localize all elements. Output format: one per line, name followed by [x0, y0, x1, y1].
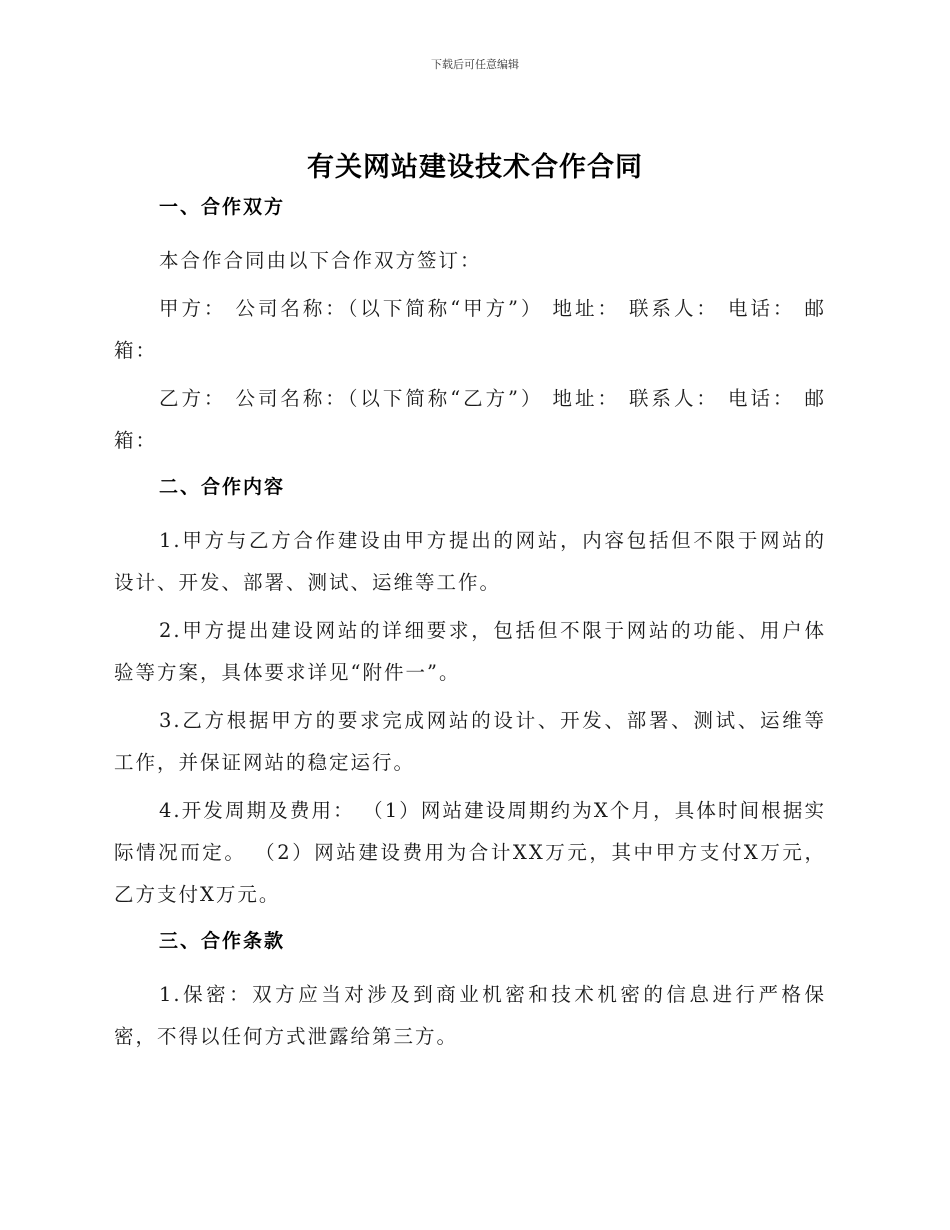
party-a-info: 甲方： 公司名称：（以下简称“甲方”） 地址： 联系人： 电话： 邮箱：	[114, 297, 826, 362]
document-body	[114, 192, 826, 1064]
section-heading-parties: 一、合作双方	[159, 196, 286, 218]
party-b-info: 乙方： 公司名称：（以下简称“乙方”） 地址： 联系人： 电话： 邮箱：	[114, 387, 826, 452]
terms-item-1: 1.保密：双方应当对涉及到商业机密和技术机密的信息进行严格保密，不得以任何方式泄露给第三方。	[114, 983, 826, 1048]
content-item-2: 2.甲方提出建设网站的详细要求，包括但不限于网站的功能、用户体验等方案，具体要求详见“附件一”。	[114, 619, 826, 684]
section-heading-terms: 三、合作条款	[159, 930, 286, 952]
section-heading-content: 二、合作内容	[159, 476, 286, 498]
parties-intro: 本合作合同由以下合作双方签订：	[159, 249, 482, 272]
document-title: 有关网站建设技术合作合同	[307, 152, 643, 183]
content-item-1: 1.甲方与乙方合作建设由甲方提出的网站，内容包括但不限于网站的设计、开发、部署、测试、运维等工作。	[114, 529, 826, 594]
content-item-4: 4.开发周期及费用： （1）网站建设周期约为X个月，具体时间根据实际情况而定。 （2）网站建设费用为合计XX万元，其中甲方支付X万元，乙方支付X万元。	[114, 799, 826, 906]
content-item-3: 3.乙方根据甲方的要求完成网站的设计、开发、部署、测试、运维等工作，并保证网站的稳定运行。	[114, 709, 826, 774]
page-header-note: 下载后可任意编辑	[431, 58, 519, 71]
